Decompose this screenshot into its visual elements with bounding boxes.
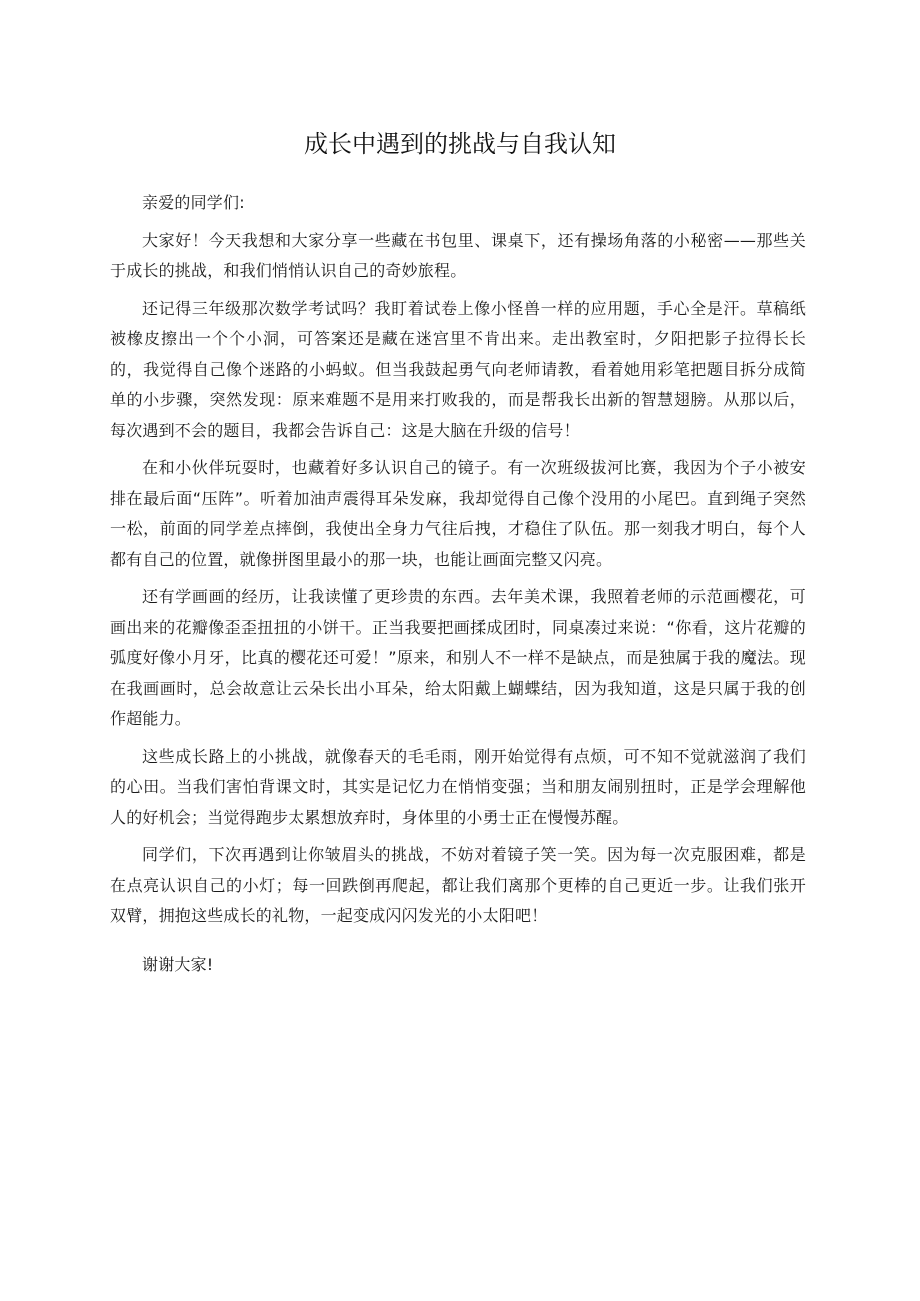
body-paragraph: 这些成长路上的小挑战，就像春天的毛毛雨，刚开始觉得有点烦，可不知不觉就滋润了我们的心田。当我们害怕背课文时，其实是记忆力在悄悄变强；当和朋友闹别扭时，正是学会理解他人的好机会；当觉得跑步太累想放弃时，身体里的小勇士正在慢慢苏醒。 bbox=[110, 746, 806, 827]
closing-paragraph: 谢谢大家! bbox=[142, 954, 214, 974]
body-paragraph: 大家好！今天我想和大家分享一些藏在书包里、课桌下，还有操场角落的小秘密——那些关于成长的挑战，和我们悄悄认识自己的奇妙旅程。 bbox=[110, 230, 806, 280]
greeting-paragraph: 亲爱的同学们: bbox=[142, 193, 245, 212]
body-paragraph: 还记得三年级那次数学考试吗？我盯着试卷上像小怪兽一样的应用题，手心全是汗。草稿纸被橡皮擦出一个个小洞，可答案还是藏在迷宫里不肯出来。走出教室时，夕阳把影子拉得长长的，我觉得自己像个迷路的小蚂蚁。但当我鼓起勇气向老师请教，看着她用彩笔把题目拆分成简单的小步骤，突然发现：原来难题不是用来打败我的，而是帮我长出新的智慧翅膀。从那以后，每次遇到不会的题目，我都会告诉自己：这是大脑在升级的信号！ bbox=[110, 298, 806, 440]
document-body bbox=[110, 188, 806, 987]
document-title: 成长中遇到的挑战与自我认知 bbox=[304, 130, 616, 158]
body-paragraph: 同学们，下次再遇到让你皱眉头的挑战，不妨对着镜子笑一笑。因为每一次克服困难，都是在点亮认识自己的小灯；每一回跌倒再爬起，都让我们离那个更棒的自己更近一步。让我们张开双臂，拥抱这些成长的礼物，一起变成闪闪发光的小太阳吧！ bbox=[110, 845, 806, 925]
body-paragraph: 还有学画画的经历，让我读懂了更珍贵的东西。去年美术课，我照着老师的示范画樱花，可画出来的花瓣像歪歪扭扭的小饼干。正当我要把画揉成团时，同桌凑过来说：“你看，这片花瓣的弧度好像小月牙，比真的樱花还可爱！”原来，和别人不一样不是缺点，而是独属于我的魔法。现在我画画时，总会故意让云朵长出小耳朵，给太阳戴上蝴蝶结，因为我知道，这是只属于我的创作超能力。 bbox=[110, 587, 806, 728]
body-paragraph: 在和小伙伴玩耍时，也藏着好多认识自己的镜子。有一次班级拔河比赛，我因为个子小被安排在最后面“压阵”。听着加油声震得耳朵发麻，我却觉得自己像个没用的小尾巴。直到绳子突然一松，前面的同学差点摔倒，我使出全身力气往后拽，才稳住了队伍。那一刻我才明白，每个人都有自己的位置，就像拼图里最小的那一块，也能让画面完整又闪亮。 bbox=[110, 458, 806, 569]
